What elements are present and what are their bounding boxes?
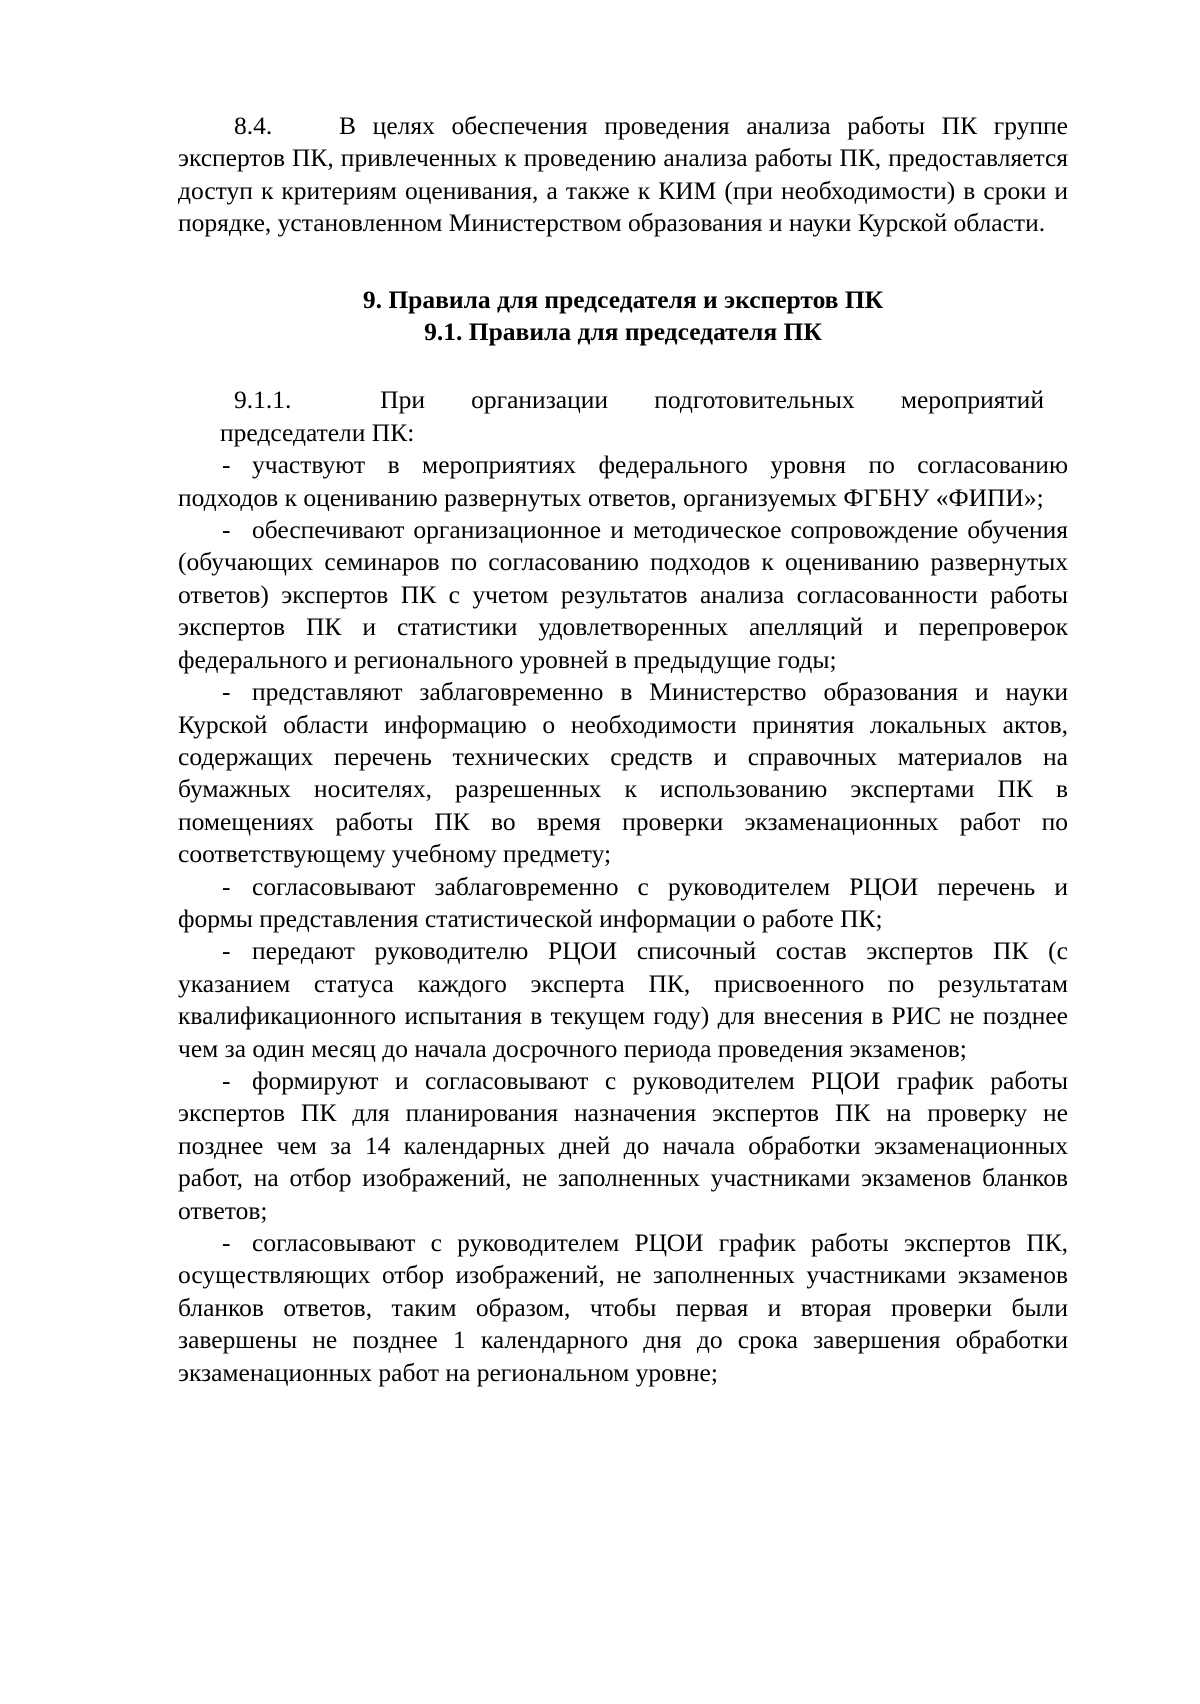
dash-marker: - <box>222 1228 231 1257</box>
list-item-text: представляют заблаговременно в Министерство образования и науки Курской области информацию о необходимости принятия локальных актов, содержащих перечень технических средств и справочных материалов на бумажных носителях, разрешенных к использованию экспертами ПК в помещениях работы ПК во время проверки экзаменационных работ по соответствующему учебному предмету; <box>178 677 1068 869</box>
section-headings <box>178 284 1068 349</box>
intro-word: организации <box>471 385 609 415</box>
paragraph-text: В целях обеспечения проведения анализа работы ПК группе экспертов ПК, привлеченных к проведению анализа работы ПК, предоставляется доступ к критериям оценивания, а также к КИМ (при необходимости) в сроки и порядке, установленном Министерством образования и науки Курской области. <box>178 111 1068 238</box>
list-item <box>178 1227 1068 1389</box>
list-item <box>178 935 1068 1065</box>
dash-marker: - <box>222 871 231 901</box>
intro-word: При <box>380 385 425 415</box>
intro-word: мероприятий <box>900 385 1044 415</box>
paragraph-9-1-1 <box>178 384 1068 449</box>
dash-marker: - <box>222 450 231 480</box>
list-item <box>178 871 1068 936</box>
list-item <box>178 1065 1068 1227</box>
list-item-text: обеспечивают организационное и методическое сопровождение обучения (обучающих семинаров по согласованию подходов к оцениванию развернутых ответов) экспертов ПК с учетом результатов анализа согласованности работы экспертов ПК и статистики удовлетворенных апелляций и перепроверок федерального и регионального уровней в предыдущие годы; <box>178 515 1068 674</box>
list-item-text: передают руководителю РЦОИ списочный состав экспертов ПК (с указанием статуса каждого эксперта ПК, присвоенного по результатам квалификационного испытания в текущем году) для внесения в РИС не позднее чем за один месяц до начала досрочного периода проведения экзаменов; <box>178 936 1068 1063</box>
list-item-text: формируют и согласовывают с руководителем РЦОИ график работы экспертов ПК для планирования назначения экспертов ПК на проверку не позднее чем за 14 календарных дней до начала обработки экзаменационных работ, на отбор изображений, не заполненных участниками экзаменов бланков ответов; <box>178 1065 1068 1225</box>
intro-tail: председатели ПК: <box>220 417 415 447</box>
section-9-1-heading: 9.1. Правила для председателя ПК <box>424 317 822 347</box>
list-item-text: согласовывают заблаговременно с руководителем РЦОИ перечень и формы представления статистической информации о работе ПК; <box>178 871 1068 933</box>
paragraph-number: 8.4. <box>234 111 273 140</box>
paragraph-8-4 <box>178 110 1068 240</box>
list-item-text: согласовывают с руководителем РЦОИ график работы экспертов ПК, осуществляющих отбор изображений, не заполненных участниками экзаменов бланков ответов, таким образом, чтобы первая и вторая проверки были завершены не позднее 1 календарного дня до срока завершения обработки экзаменационных работ на региональном уровне; <box>178 1228 1068 1387</box>
dash-marker: - <box>222 677 231 707</box>
list-item <box>178 676 1068 870</box>
section-9-heading: 9. Правила для председателя и экспертов ПК <box>362 284 884 314</box>
document-page <box>178 110 1068 1389</box>
paragraph-number: 9.1.1. <box>234 385 292 415</box>
intro-word: подготовительных <box>654 385 855 415</box>
intro-first-line <box>220 384 1044 416</box>
dash-marker: - <box>222 936 231 966</box>
dash-marker: - <box>222 515 231 545</box>
dash-marker: - <box>222 1065 231 1095</box>
list-item <box>178 514 1068 676</box>
list-item <box>178 449 1068 514</box>
bullet-list <box>178 449 1068 1389</box>
list-item-text: участвуют в мероприятиях федерального уровня по согласованию подходов к оцениванию развернутых ответов, организуемых ФГБНУ «ФИПИ»; <box>178 450 1068 512</box>
